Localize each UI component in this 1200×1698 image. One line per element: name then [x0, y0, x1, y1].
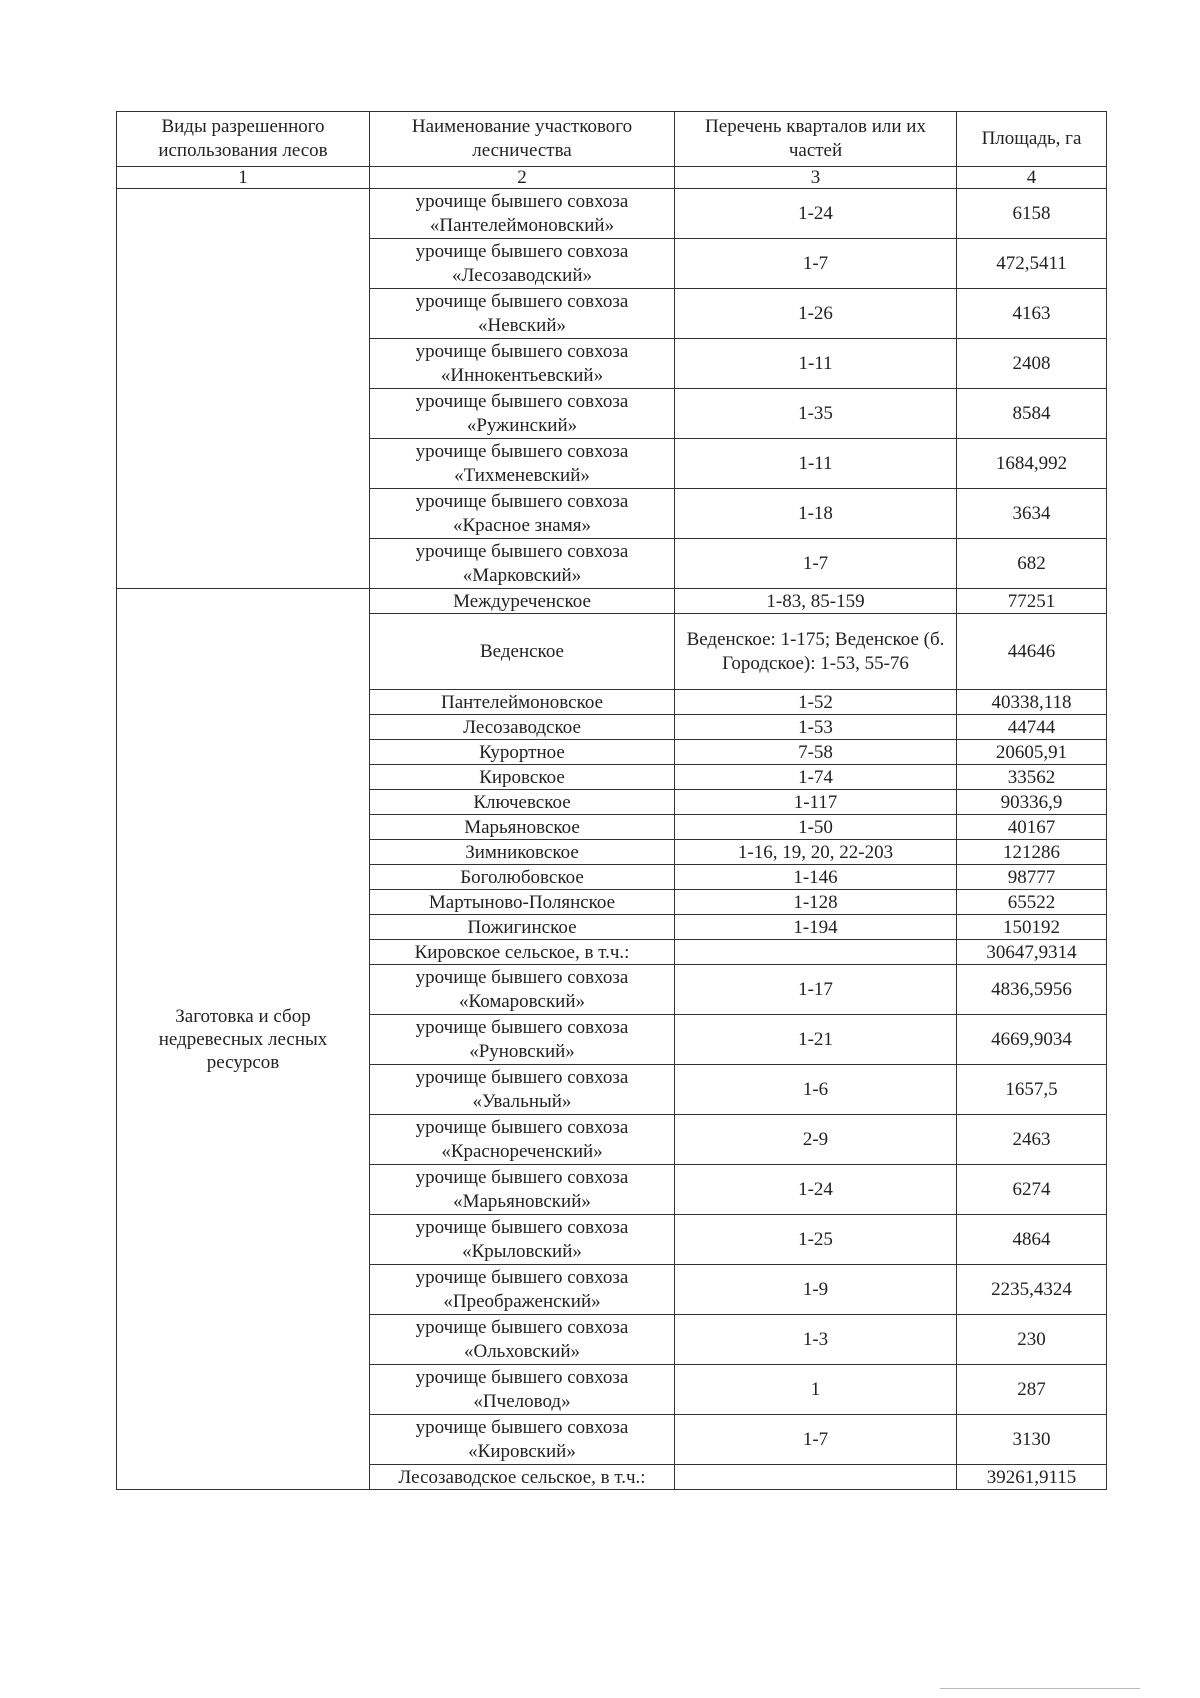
- area-cell: 39261,9115: [957, 1465, 1107, 1490]
- forestry-name-cell: урочище бывшего совхоза «Марковский»: [370, 539, 675, 589]
- area-cell: 77251: [957, 589, 1107, 614]
- forestry-name-cell: урочище бывшего совхоза «Кировский»: [370, 1415, 675, 1465]
- area-cell: 44646: [957, 614, 1107, 690]
- forestry-name-cell: урочище бывшего совхоза «Ружинский»: [370, 389, 675, 439]
- quarters-cell: [675, 940, 957, 965]
- forestry-name-cell: урочище бывшего совхоза «Иннокентьевский»: [370, 339, 675, 389]
- quarters-cell: 1-52: [675, 690, 957, 715]
- forestry-name-cell: урочище бывшего совхоза «Крыловский»: [370, 1215, 675, 1265]
- table-row: [117, 189, 1107, 239]
- forestry-name-cell: урочище бывшего совхоза «Увальный»: [370, 1065, 675, 1115]
- forestry-name-cell: Лесозаводское сельское, в т.ч.:: [370, 1465, 675, 1490]
- forestry-name-cell: урочище бывшего совхоза «Пантелеймоновский»: [370, 189, 675, 239]
- quarters-cell: 1-146: [675, 865, 957, 890]
- quarters-cell: 1-83, 85-159: [675, 589, 957, 614]
- area-cell: 40167: [957, 815, 1107, 840]
- quarters-cell: 1-25: [675, 1215, 957, 1265]
- quarters-cell: 1-128: [675, 890, 957, 915]
- header-usage-type: Виды разрешенного использования лесов: [117, 112, 370, 167]
- forestry-name-cell: урочище бывшего совхоза «Преображенский»: [370, 1265, 675, 1315]
- quarters-cell: 1-35: [675, 389, 957, 439]
- forestry-name-cell: урочище бывшего совхоза «Руновский»: [370, 1015, 675, 1065]
- area-cell: 287: [957, 1365, 1107, 1415]
- usage-type-cell: [117, 189, 370, 589]
- forestry-name-cell: урочище бывшего совхоза «Красное знамя»: [370, 489, 675, 539]
- forestry-name-cell: Зимниковское: [370, 840, 675, 865]
- page-edge-line: [940, 1688, 1140, 1689]
- area-cell: 472,5411: [957, 239, 1107, 289]
- column-number: 3: [675, 167, 957, 189]
- area-cell: 44744: [957, 715, 1107, 740]
- area-cell: 30647,9314: [957, 940, 1107, 965]
- area-cell: 4864: [957, 1215, 1107, 1265]
- area-cell: 150192: [957, 915, 1107, 940]
- quarters-cell: 1-117: [675, 790, 957, 815]
- table-row: [117, 589, 1107, 614]
- quarters-cell: 1-11: [675, 439, 957, 489]
- quarters-cell: 1-26: [675, 289, 957, 339]
- header-quarters-list: Перечень кварталов или их частей: [675, 112, 957, 167]
- forestry-name-cell: Лесозаводское: [370, 715, 675, 740]
- area-cell: 33562: [957, 765, 1107, 790]
- area-cell: 3634: [957, 489, 1107, 539]
- quarters-cell: 1: [675, 1365, 957, 1415]
- usage-type-cell: Заготовка и сбор недревесных лесных ресурсов: [117, 589, 370, 1490]
- header-area: Площадь, га: [957, 112, 1107, 167]
- area-cell: 6274: [957, 1165, 1107, 1215]
- forestry-name-cell: урочище бывшего совхоза «Марьяновский»: [370, 1165, 675, 1215]
- quarters-cell: 1-24: [675, 1165, 957, 1215]
- area-cell: 6158: [957, 189, 1107, 239]
- forestry-name-cell: урочище бывшего совхоза «Краснореченский»: [370, 1115, 675, 1165]
- area-cell: 682: [957, 539, 1107, 589]
- area-cell: 121286: [957, 840, 1107, 865]
- quarters-cell: 1-7: [675, 239, 957, 289]
- quarters-cell: 1-7: [675, 1415, 957, 1465]
- area-cell: 1684,992: [957, 439, 1107, 489]
- area-cell: 98777: [957, 865, 1107, 890]
- forestry-name-cell: урочище бывшего совхоза «Пчеловод»: [370, 1365, 675, 1415]
- quarters-cell: 1-3: [675, 1315, 957, 1365]
- area-cell: 4836,5956: [957, 965, 1107, 1015]
- quarters-cell: 1-9: [675, 1265, 957, 1315]
- forestry-name-cell: Боголюбовское: [370, 865, 675, 890]
- quarters-cell: 1-11: [675, 339, 957, 389]
- quarters-cell: 1-74: [675, 765, 957, 790]
- quarters-cell: 1-7: [675, 539, 957, 589]
- forestry-name-cell: урочище бывшего совхоза «Лесозаводский»: [370, 239, 675, 289]
- area-cell: 1657,5: [957, 1065, 1107, 1115]
- area-cell: 2408: [957, 339, 1107, 389]
- forestry-name-cell: Кировское сельское, в т.ч.:: [370, 940, 675, 965]
- area-cell: 40338,118: [957, 690, 1107, 715]
- forestry-name-cell: Ключевское: [370, 790, 675, 815]
- quarters-cell: 7-58: [675, 740, 957, 765]
- area-cell: 4163: [957, 289, 1107, 339]
- quarters-cell: 1-21: [675, 1015, 957, 1065]
- header-forestry-name: Наименование участкового лесничества: [370, 112, 675, 167]
- forestry-name-cell: Пантелеймоновское: [370, 690, 675, 715]
- forestry-name-cell: Кировское: [370, 765, 675, 790]
- quarters-cell: 1-50: [675, 815, 957, 840]
- forestry-name-cell: Веденское: [370, 614, 675, 690]
- area-cell: 4669,9034: [957, 1015, 1107, 1065]
- forestry-name-cell: Курортное: [370, 740, 675, 765]
- quarters-cell: 1-18: [675, 489, 957, 539]
- area-cell: 3130: [957, 1415, 1107, 1465]
- area-cell: 20605,91: [957, 740, 1107, 765]
- quarters-cell: 1-16, 19, 20, 22-203: [675, 840, 957, 865]
- column-number-row: [117, 167, 1107, 189]
- forestry-name-cell: Междуреченское: [370, 589, 675, 614]
- column-number: 1: [117, 167, 370, 189]
- forestry-name-cell: урочище бывшего совхоза «Невский»: [370, 289, 675, 339]
- quarters-cell: Веденское: 1-175; Веденское (б. Городское): 1-53, 55-76: [675, 614, 957, 690]
- forestry-name-cell: Мартыново-Полянское: [370, 890, 675, 915]
- quarters-cell: 1-17: [675, 965, 957, 1015]
- forestry-name-cell: Марьяновское: [370, 815, 675, 840]
- quarters-cell: [675, 1465, 957, 1490]
- forestry-name-cell: Пожигинское: [370, 915, 675, 940]
- forestry-name-cell: урочище бывшего совхоза «Ольховский»: [370, 1315, 675, 1365]
- quarters-cell: 1-6: [675, 1065, 957, 1115]
- forestry-name-cell: урочище бывшего совхоза «Тихменевский»: [370, 439, 675, 489]
- quarters-cell: 1-24: [675, 189, 957, 239]
- area-cell: 90336,9: [957, 790, 1107, 815]
- column-number: 2: [370, 167, 675, 189]
- quarters-cell: 2-9: [675, 1115, 957, 1165]
- quarters-cell: 1-53: [675, 715, 957, 740]
- area-cell: 230: [957, 1315, 1107, 1365]
- forest-use-table: [116, 111, 1107, 1490]
- forestry-name-cell: урочище бывшего совхоза «Комаровский»: [370, 965, 675, 1015]
- column-number: 4: [957, 167, 1107, 189]
- quarters-cell: 1-194: [675, 915, 957, 940]
- area-cell: 8584: [957, 389, 1107, 439]
- area-cell: 2463: [957, 1115, 1107, 1165]
- table-header-row: [117, 112, 1107, 167]
- area-cell: 2235,4324: [957, 1265, 1107, 1315]
- area-cell: 65522: [957, 890, 1107, 915]
